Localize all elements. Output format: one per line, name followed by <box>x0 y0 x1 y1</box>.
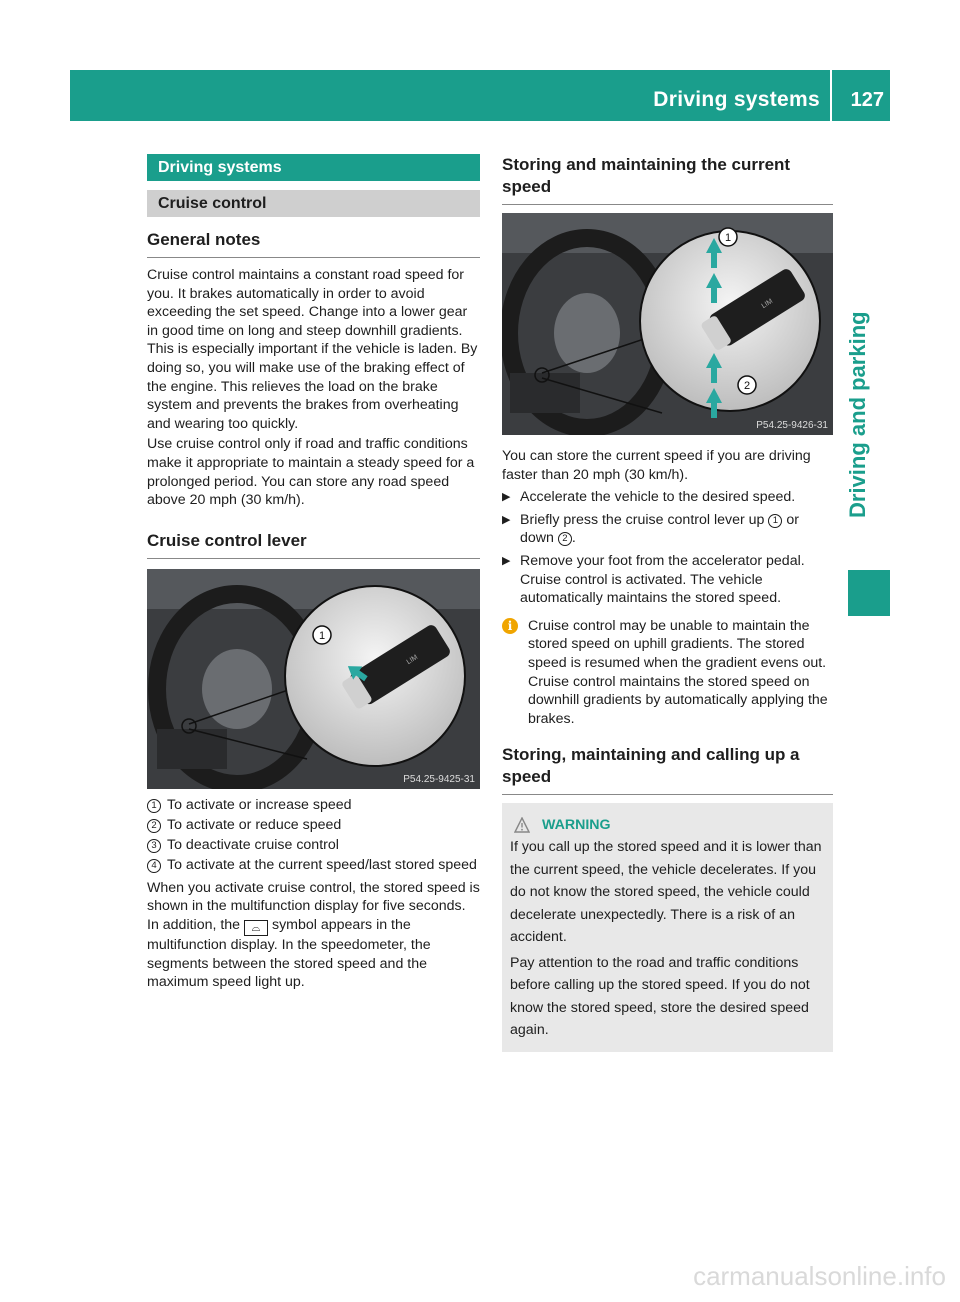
side-chapter-marker <box>848 570 890 616</box>
page-header <box>70 70 890 121</box>
display-text-part-2: symbol appears in the multifunction display. In the speedometer, the segments between the stored speed and the maximum speed light up. <box>147 916 431 991</box>
step-text: Accelerate the vehicle to the desired speed. <box>520 489 796 506</box>
subsection-title: Cruise control <box>147 190 480 217</box>
svg-text:1: 1 <box>318 629 326 642</box>
callout-item <box>147 795 480 815</box>
step-arrow-icon: ▶ <box>502 513 511 526</box>
storing-illustration-graphic <box>502 213 833 435</box>
svg-text:LIM: LIM <box>405 653 420 666</box>
step-text: Remove your foot from the accelerator pedal. Cruise control is activated. The vehicle automatically maintains the stored speed. <box>520 552 805 607</box>
warning-paragraph-2: Pay attention to the road and traffic conditions before calling up the stored speed. If you do not know the stored speed, store the desired speed again. <box>510 954 810 1039</box>
warning-paragraph-1: If you call up the stored speed and it is lower than the current speed, the vehicle decelerates. If you do not know the stored speed, the vehicle could decelerate unexpectedly. There is a risk of an accident. <box>510 839 822 946</box>
callout-number-1: 1 <box>768 514 782 528</box>
callout-number: 2 <box>147 819 161 833</box>
svg-text:1: 1 <box>724 232 732 244</box>
general-notes-paragraph-1: Cruise control maintains a constant road speed for you. It brakes automatically in order to avoid exceeding the set speed. Change into a lower gear in good time on long and steep downhill gradients. This is especially important if the vehicle is laden. By doing so, you will make use of the braking effect of the engine. This relieves the load on the brake system and prevents the brakes from overheating and wearing too quickly. <box>147 267 478 432</box>
info-icon: i <box>502 618 518 634</box>
info-text: Cruise control may be unable to maintain the stored speed on uphill gradients. The stored speed is resumed when the gradient evens out. Cruise control maintains the stored speed on downhill gradients by automatically applying the brakes. <box>528 617 828 727</box>
cruise-control-lever-heading: Cruise control lever <box>147 530 480 559</box>
step-arrow-icon: ▶ <box>502 491 511 504</box>
calling-up-heading: Storing, maintaining and calling up a speed <box>502 744 833 795</box>
callout-text: To activate or reduce speed <box>167 816 342 833</box>
header-title: Driving systems <box>653 88 820 111</box>
warning-triangle-icon <box>514 817 530 833</box>
callout-text: To deactivate cruise control <box>167 836 339 853</box>
display-paragraph <box>147 879 480 992</box>
general-notes-paragraph-2: Use cruise control only if road and traffic conditions make it appropriate to maintain a steady speed for a prolonged period. You can store any road speed above 20 mph (30 km/h). <box>147 436 475 509</box>
section-title: Driving systems <box>147 154 480 181</box>
figure-code: P54.25-9425-31 <box>403 773 475 785</box>
svg-text:2: 2 <box>743 380 751 392</box>
left-column <box>147 154 480 992</box>
callout-item <box>147 815 480 835</box>
display-text-part-1: When you activate cruise control, the stored speed is shown in the multifunction display for five seconds. In addition, the <box>147 879 480 933</box>
page-number: 127 <box>850 89 884 111</box>
lever-illustration-graphic <box>147 569 480 789</box>
warning-box <box>502 803 833 1052</box>
instruction-step <box>502 488 833 507</box>
storing-heading: Storing and maintaining the current speed <box>502 154 833 205</box>
callout-number: 3 <box>147 839 161 853</box>
figure-code: P54.25-9426-31 <box>756 420 828 431</box>
callout-list <box>147 795 480 875</box>
callout-item <box>147 835 480 855</box>
step-text-part-b: or down <box>520 511 799 547</box>
cruise-control-symbol-icon: ⌓ <box>244 920 268 936</box>
header-divider <box>830 70 832 121</box>
general-notes-heading: General notes <box>147 229 480 258</box>
callout-number-2: 2 <box>558 532 572 546</box>
callout-number: 1 <box>147 799 161 813</box>
storing-paragraph: You can store the current speed if you are driving faster than 20 mph (30 km/h). <box>502 448 811 483</box>
warning-title-text: WARNING <box>542 817 611 834</box>
step-arrow-icon: ▶ <box>502 554 511 567</box>
callout-number: 4 <box>147 859 161 873</box>
cruise-control-lever-illustration <box>147 569 480 789</box>
info-note <box>502 617 833 729</box>
callout-text: To activate or increase speed <box>167 796 352 813</box>
right-column <box>502 154 833 1052</box>
step-text-part-a: Briefly press the cruise control lever up <box>520 511 765 528</box>
callout-text: To activate at the current speed/last stored speed <box>167 856 477 873</box>
step-text-combined: Briefly press the cruise control lever up 1 or down 2 . <box>520 511 799 547</box>
instruction-step <box>502 511 833 548</box>
svg-text:LIM: LIM <box>760 297 775 311</box>
storing-lever-illustration <box>502 213 833 435</box>
instruction-step <box>502 552 833 608</box>
warning-title <box>514 817 825 833</box>
watermark: carmanualsonline.info <box>693 1261 946 1291</box>
side-chapter-label: Driving and parking <box>845 311 870 518</box>
callout-item <box>147 855 480 875</box>
